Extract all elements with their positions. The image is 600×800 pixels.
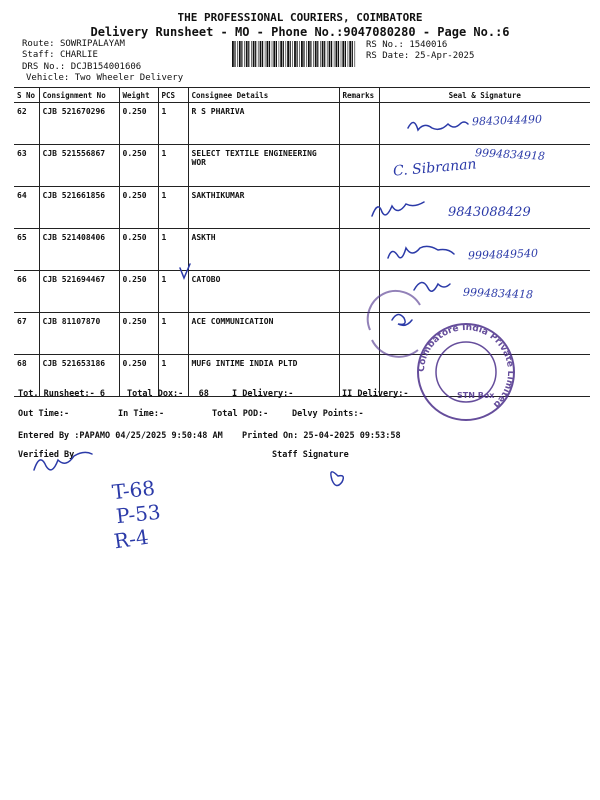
barcode-bar xyxy=(267,41,269,67)
col-sno: S No xyxy=(14,88,39,103)
barcode-bar xyxy=(341,41,342,67)
barcode-bar xyxy=(342,41,344,67)
barcode-bar xyxy=(237,41,238,67)
barcode-bar xyxy=(239,41,241,67)
rs-date: RS Date: 25-Apr-2025 xyxy=(366,51,475,61)
tot-runsheet: Tot. Runsheet:- 6 xyxy=(18,389,105,399)
handwritten-phone-65: 9994849540 xyxy=(467,246,539,263)
entered-by: Entered By :PAPAMO 04/25/2025 9:50:48 AM xyxy=(18,431,223,441)
cell-weight: 0.250 xyxy=(119,187,158,229)
handwritten-tally-t: T-68 xyxy=(110,475,157,505)
col-remarks: Remarks xyxy=(339,88,379,103)
cell-weight: 0.250 xyxy=(119,229,158,271)
ii-delivery: II Delivery:- xyxy=(342,389,409,399)
barcode-bar xyxy=(299,41,300,67)
stamp-center-text: STN Box xyxy=(457,391,495,400)
i-delivery: I Delivery:- xyxy=(232,389,294,399)
cell-sno: 62 xyxy=(14,103,39,145)
rs-number: RS No.: 1540016 xyxy=(366,40,448,50)
cell-pcs: 1 xyxy=(158,145,188,187)
barcode-bar xyxy=(273,41,275,67)
barcode-bar xyxy=(355,41,356,67)
cell-remarks xyxy=(339,313,379,355)
barcode-bar xyxy=(349,41,351,67)
cell-consignment: CJB 521661856 xyxy=(39,187,119,229)
stamp-text: Coimbatore India Private Limited xyxy=(416,322,516,410)
barcode-bar xyxy=(352,41,353,67)
barcode-bar xyxy=(287,41,289,67)
vehicle-text: Vehicle: Two Wheeler Delivery xyxy=(26,73,184,83)
barcode-bar xyxy=(262,41,263,67)
barcode-bar xyxy=(324,41,325,67)
cell-consignment: CJB 81107870 xyxy=(39,313,119,355)
barcode-bar xyxy=(244,41,245,67)
cell-consignment: CJB 521653186 xyxy=(39,355,119,397)
handwritten-phone-64: 9843088429 xyxy=(448,205,531,220)
barcode-bar xyxy=(303,41,304,67)
barcode-bar xyxy=(246,41,248,67)
barcode-bar xyxy=(322,41,324,67)
cell-signature xyxy=(379,355,590,397)
barcode-bar xyxy=(331,41,332,67)
company-title: THE PROFESSIONAL COURIERS, COIMBATORE xyxy=(177,11,423,24)
barcode-bar xyxy=(241,41,242,67)
drs-value: DCJB154001606 xyxy=(70,62,142,72)
staff-signature xyxy=(331,472,343,486)
cell-pcs: 1 xyxy=(158,355,188,397)
cell-sno: 64 xyxy=(14,187,39,229)
cell-weight: 0.250 xyxy=(119,271,158,313)
route-value: SOWRIPALAYAM xyxy=(59,39,125,49)
cell-remarks xyxy=(339,187,379,229)
barcode-bar xyxy=(310,41,311,67)
handwritten-tally-p: P-53 xyxy=(114,499,162,529)
barcode-bar xyxy=(320,41,321,67)
barcode-bar xyxy=(308,41,310,67)
total-dox: Total Dox:- 68 xyxy=(127,389,209,399)
barcode xyxy=(232,41,357,67)
barcode-bar xyxy=(338,41,339,67)
route-label: Route: xyxy=(22,39,55,49)
cell-remarks xyxy=(339,229,379,271)
barcode-bar xyxy=(269,41,270,67)
staff-row xyxy=(22,50,98,60)
staff-value: CHARLIE xyxy=(59,50,98,60)
col-pcs: PCS xyxy=(158,88,188,103)
barcode-bar xyxy=(253,41,255,67)
barcode-bar xyxy=(301,41,303,67)
cell-sno: 67 xyxy=(14,313,39,355)
cell-pcs: 1 xyxy=(158,229,188,271)
barcode-bar xyxy=(280,41,282,67)
staff-signature-label: Staff Signature xyxy=(272,450,349,460)
cell-consignee: CATOBO xyxy=(188,271,339,313)
barcode-bar xyxy=(260,41,262,67)
cell-pcs: 1 xyxy=(158,187,188,229)
barcode-bar xyxy=(248,41,249,67)
cell-signature xyxy=(379,313,590,355)
cell-consignee: ACE COMMUNICATION xyxy=(188,313,339,355)
cell-weight: 0.250 xyxy=(119,103,158,145)
handwritten-phone-62: 9843044490 xyxy=(471,112,543,129)
barcode-bar xyxy=(283,41,284,67)
barcode-bar xyxy=(306,41,307,67)
handwritten-tally-r: R-4 xyxy=(112,524,151,554)
cell-weight: 0.250 xyxy=(119,313,158,355)
col-weight: Weight xyxy=(119,88,158,103)
barcode-bar xyxy=(258,41,259,67)
barcode-bar xyxy=(234,41,235,67)
cell-sno: 68 xyxy=(14,355,39,397)
route-row xyxy=(22,39,125,49)
cell-weight: 0.250 xyxy=(119,145,158,187)
staff-label: Staff: xyxy=(22,50,55,60)
handwritten-phone-66: 9994834418 xyxy=(462,285,534,302)
cell-remarks xyxy=(339,145,379,187)
barcode-bar xyxy=(334,41,335,67)
cell-pcs: 1 xyxy=(158,313,188,355)
barcode-bar xyxy=(313,41,314,67)
cell-pcs: 1 xyxy=(158,271,188,313)
barcode-bar xyxy=(327,41,328,67)
cell-sno: 65 xyxy=(14,229,39,271)
barcode-bar xyxy=(286,41,287,67)
cell-consignment: CJB 521670296 xyxy=(39,103,119,145)
barcode-bar xyxy=(232,41,234,67)
cell-consignee: SELECT TEXTILE ENGINEERING WOR xyxy=(188,145,339,187)
verified-by: Verified By xyxy=(18,450,75,460)
cell-sno: 63 xyxy=(14,145,39,187)
runsheet-subtitle: Delivery Runsheet - MO - Phone No.:9047080280 - Page No.:6 xyxy=(90,25,510,39)
barcode-bar xyxy=(348,41,349,67)
handwritten-phone-63: 9994834918 xyxy=(474,146,546,163)
barcode-bar xyxy=(265,41,266,67)
total-pod: Total POD:- xyxy=(212,409,269,419)
cell-weight: 0.250 xyxy=(119,355,158,397)
barcode-bar xyxy=(336,41,338,67)
in-time: In Time:- xyxy=(118,409,165,419)
cell-consignment: CJB 521694467 xyxy=(39,271,119,313)
table-row xyxy=(14,313,590,355)
barcode-bar xyxy=(290,41,291,67)
cell-pcs: 1 xyxy=(158,103,188,145)
drs-label: DRS No.: xyxy=(22,62,66,72)
cell-consignee: ASKTH xyxy=(188,229,339,271)
runsheet-table xyxy=(14,87,590,397)
cell-consignee: R S PHARIVA xyxy=(188,103,339,145)
col-consignee: Consignee Details xyxy=(188,88,339,103)
barcode-bar xyxy=(255,41,256,67)
barcode-bar xyxy=(292,41,293,67)
barcode-bar xyxy=(317,41,318,67)
barcode-bar xyxy=(276,41,277,67)
barcode-bar xyxy=(272,41,273,67)
cell-remarks xyxy=(339,103,379,145)
cell-consignment: CJB 521408406 xyxy=(39,229,119,271)
barcode-bar xyxy=(279,41,280,67)
barcode-bar xyxy=(251,41,252,67)
cell-consignee: SAKTHIKUMAR xyxy=(188,187,339,229)
handwritten-name-63: C. Sibranan xyxy=(392,156,478,180)
barcode-bar xyxy=(345,41,346,67)
cell-consignee: MUFG INTIME INDIA PLTD xyxy=(188,355,339,397)
delvy-points: Delvy Points:- xyxy=(292,409,364,419)
cell-consignment: CJB 521556867 xyxy=(39,145,119,187)
barcode-bar xyxy=(315,41,317,67)
out-time: Out Time:- xyxy=(18,409,70,419)
table-header-row xyxy=(14,88,590,103)
drs-row xyxy=(22,62,141,72)
barcode-bar xyxy=(297,41,298,67)
cell-sno: 66 xyxy=(14,271,39,313)
cell-remarks xyxy=(339,271,379,313)
barcode-bar xyxy=(294,41,296,67)
col-seal-signature: Seal & Signature xyxy=(379,88,590,103)
printed-on: Printed On: 25-04-2025 09:53:58 xyxy=(242,431,401,441)
barcode-bar xyxy=(329,41,331,67)
col-consignment: Consignment No xyxy=(39,88,119,103)
